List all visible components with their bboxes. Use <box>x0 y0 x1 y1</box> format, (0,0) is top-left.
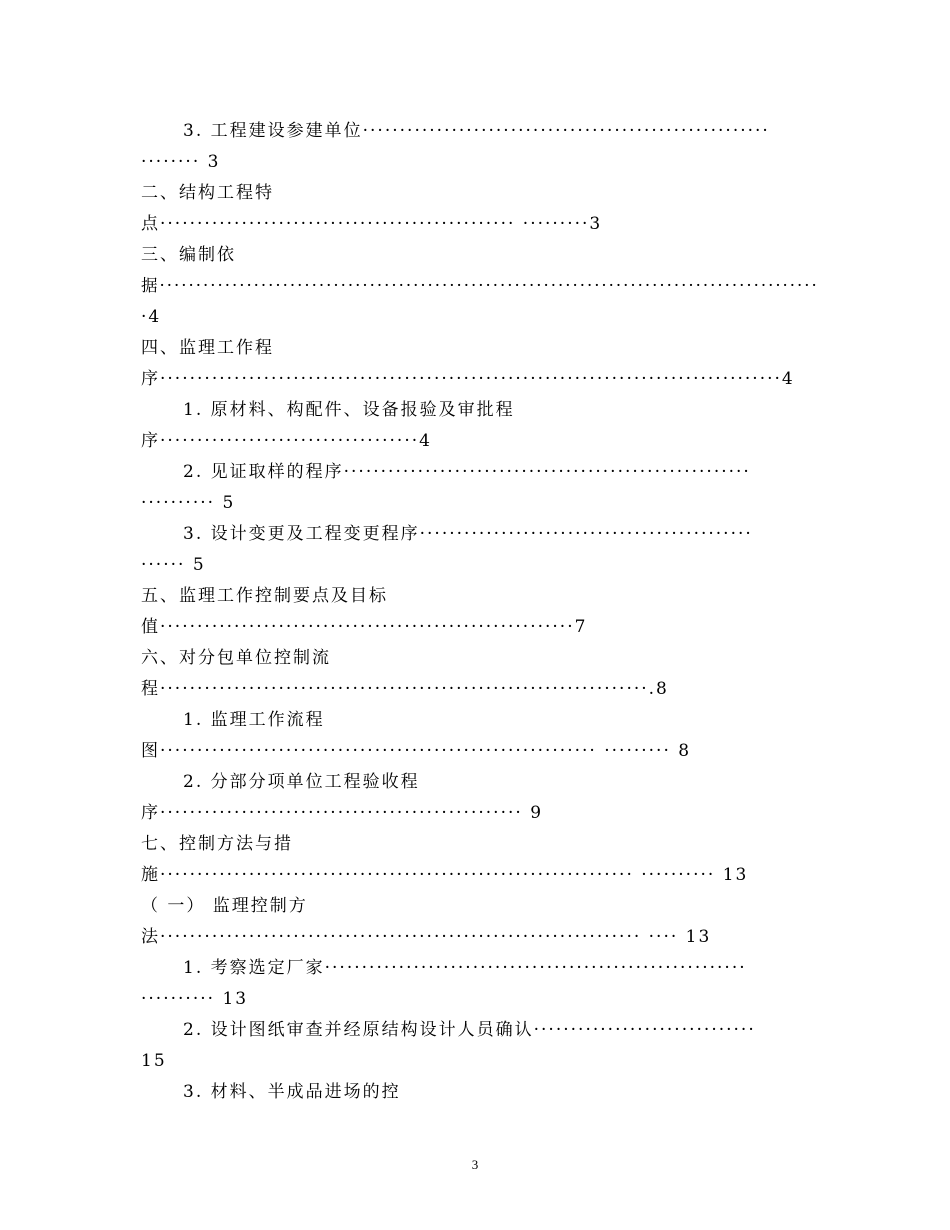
toc-line: 2. 分部分项单位工程验收程 <box>183 772 420 792</box>
page-number: 3 <box>471 1157 479 1172</box>
toc-line: 图··························································· ········· 8 <box>141 741 692 761</box>
toc-line: 序················································· 9 <box>141 803 544 823</box>
toc-line: 六、对分包单位控制流 <box>141 648 331 668</box>
toc-line: 序···································4 <box>141 431 432 451</box>
toc-line: 七、控制方法与措 <box>141 834 293 854</box>
toc-line: 三、编制依 <box>141 245 236 265</box>
toc-line: 法································································· ···· 13 <box>141 927 712 947</box>
toc-line: 值························································7 <box>141 617 588 637</box>
toc-line: 2. 设计图纸审查并经原结构设计人员确认······························ <box>183 1020 756 1040</box>
toc-line: 1. 考察选定厂家························································· <box>183 958 747 978</box>
toc-line: 二、结构工程特 <box>141 183 274 203</box>
toc-line: 五、监理工作控制要点及目标 <box>141 586 388 606</box>
toc-line: 程··································································.8 <box>141 679 669 699</box>
toc-line: （ 一） 监理控制方 <box>141 896 308 916</box>
toc-line: ········ 3 <box>141 152 221 172</box>
toc-line: ·········· 5 <box>141 493 236 513</box>
toc-line: 1. 监理工作流程 <box>183 710 325 730</box>
toc-line: 3. 工程建设参建单位······················································· <box>183 121 770 141</box>
toc-line: ·4 <box>141 307 162 327</box>
toc-line: ·········· 13 <box>141 989 249 1009</box>
toc-line: 2. 见证取样的程序······················································· <box>183 462 751 482</box>
toc-line: 点················································ ·········3 <box>141 214 603 234</box>
toc-line: 1. 原材料、构配件、设备报验及审批程 <box>183 400 515 420</box>
toc-line: 15 <box>141 1051 167 1071</box>
toc-line: 3. 设计变更及工程变更程序············································· <box>183 524 753 544</box>
toc-line: 3. 材料、半成品进场的控 <box>183 1082 401 1102</box>
toc-line: 序····················································································4 <box>141 369 795 389</box>
toc-line: 四、监理工作程 <box>141 338 274 358</box>
toc-line: 据··························································································· <box>141 276 819 295</box>
toc-line: ······ 5 <box>141 555 206 575</box>
toc-line: 施································································ ·········· 13 <box>141 865 749 885</box>
